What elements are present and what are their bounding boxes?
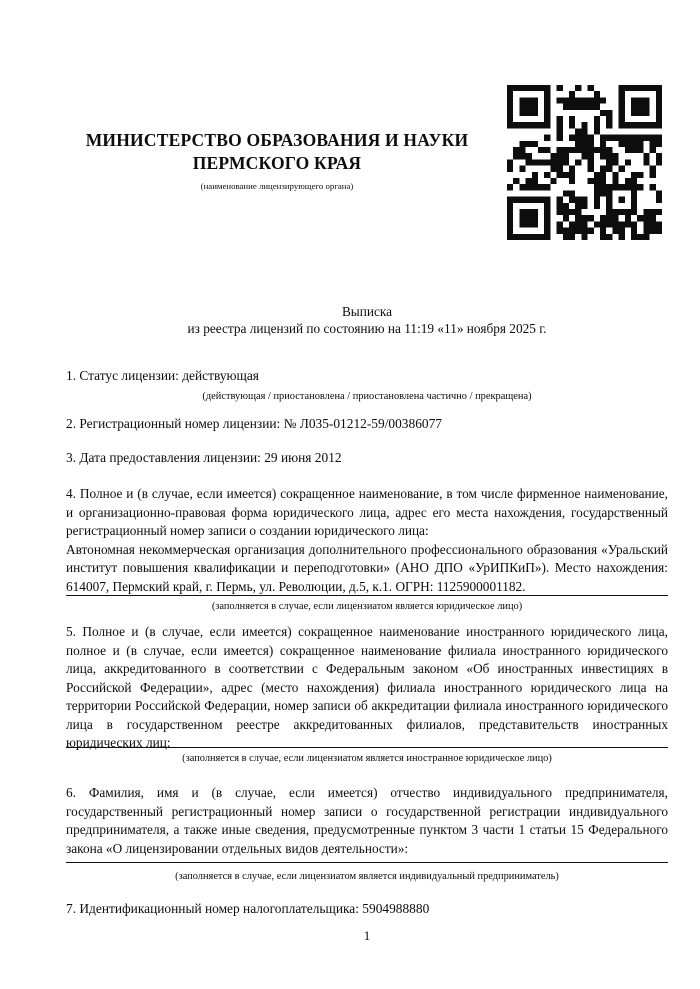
taxpayer-id-line: 7. Идентификационный номер налогоплательщика: 5904988880 bbox=[66, 901, 430, 916]
legal-entity-note: (заполняется в случае, если лицензиатом является юридическое лицо) bbox=[211, 601, 523, 612]
foreign-entity-fill-line bbox=[66, 747, 668, 748]
registration-number-line: 2. Регистрационный номер лицензии: № Л035-01212-59/00386077 bbox=[66, 416, 442, 431]
document-title: Выписка bbox=[341, 304, 393, 319]
license-status-line: 1. Статус лицензии: действующая bbox=[66, 368, 259, 383]
legal-entity-answer: Автономная некоммерческая организация дополнительного профессионального образования «Уральский институт повышения квалификации и переподготовки» (АНО ДПО «УрИПКиП»). Место нахождения: 614007, Пермский край, г. Пермь, ул. Революции, д.5, к.1. ОГРН: 1125900001182. bbox=[66, 541, 668, 594]
page-number: 1 bbox=[363, 928, 371, 943]
license-grant-date-line: 3. Дата предоставления лицензии: 29 июня 2012 bbox=[66, 450, 342, 465]
legal-entity-section bbox=[66, 485, 668, 596]
individual-entrepreneur-note: (заполняется в случае, если лицензиатом является индивидуальный предприниматель) bbox=[175, 871, 559, 882]
licensing-authority-caption: (наименование лицензирующего органа) bbox=[200, 181, 354, 191]
individual-entrepreneur-question: 6. Фамилия, имя и (в случае, если имеется) отчество индивидуального предпринимателя, государственный регистрационный номер записи о государственной регистрации индивидуального предпринимателя, а также иные сведения, предусмотренные пунктом 3 части 1 статьи 15 Федерального закона «О лицензировании отдельных видов деятельности»: bbox=[66, 785, 668, 856]
ministry-name-line2: ПЕРМСКОГО КРАЯ bbox=[192, 153, 362, 173]
licensing-authority-header bbox=[66, 129, 488, 192]
foreign-entity-section bbox=[66, 623, 668, 753]
legal-entity-fill-line bbox=[66, 595, 668, 596]
foreign-entity-note: (заполняется в случае, если лицензиатом является иностранное юридическое лицо) bbox=[182, 753, 552, 764]
foreign-entity-question: 5. Полное и (в случае, если имеется) сокращенное наименование иностранного юридического лица, полное и (в случае, если имеется) сокращенное наименование филиала иностранного юридического лица, аккредитованного в соответствии с Федеральным законом «Об иностранных инвестициях в Российской Федерации», адрес (место нахождения) филиала иностранного юридического лица на территории Российской Федерации, номер записи об аккредитации филиала иностранного юридического лица в государственном реестре аккредитованных филиалов, представительств иностранных юридических лиц: bbox=[66, 624, 668, 750]
ministry-name-line1: МИНИСТЕРСТВО ОБРАЗОВАНИЯ И НАУКИ bbox=[85, 130, 469, 150]
qr-code-icon bbox=[507, 85, 662, 240]
license-status-options-note: (действующая / приостановлена / приостановлена частично / прекращена) bbox=[202, 391, 532, 402]
legal-entity-question: 4. Полное и (в случае, если имеется) сокращенное наименование, в том числе фирменное наименование, и организационно-правовая форма юридического лица, адрес его места нахождения, государственный регистрационный номер записи о создании юридического лица: bbox=[66, 486, 668, 538]
document-title-block bbox=[66, 303, 668, 337]
individual-entrepreneur-section bbox=[66, 784, 668, 858]
individual-entrepreneur-fill-line bbox=[66, 862, 668, 863]
document-subtitle: из реестра лицензий по состоянию на 11:19 «11» ноября 2025 г. bbox=[187, 321, 547, 336]
